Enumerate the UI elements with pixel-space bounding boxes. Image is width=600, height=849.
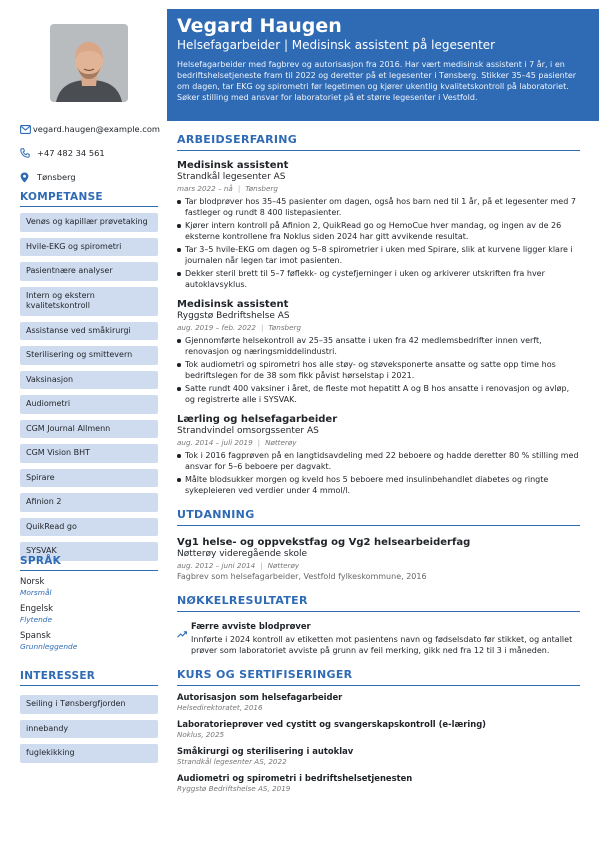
experience-section bbox=[177, 133, 580, 496]
phone-icon bbox=[20, 147, 36, 159]
skills-title: KOMPETANSE bbox=[20, 191, 158, 207]
job-location: Tønsberg bbox=[245, 184, 278, 193]
languages-title: SPRÅK bbox=[20, 555, 158, 571]
job-bullet: Dekker steril brett til 5–7 føflekk- og cystefjerninger i uken og arkiverer utskriften fra hver autoklavsyklus. bbox=[177, 268, 580, 290]
job-title: Medisinsk assistent bbox=[177, 160, 289, 171]
education-meta bbox=[177, 560, 580, 571]
job-location: Tønsberg bbox=[268, 323, 302, 332]
job-meta bbox=[177, 437, 580, 448]
result-text: Innførte i 2024 kontroll av etiketten mot pasientens navn og fødselsdato før stikket, og antallet prøver som laboratoriet avviste på grunn av feil merking, gikk ned fra 12 til 3 i måneden. bbox=[191, 635, 573, 655]
course-item bbox=[177, 692, 580, 713]
contact-phone[interactable] bbox=[20, 141, 160, 165]
interest-chip: innebandy bbox=[20, 720, 158, 739]
language-name: Engelsk bbox=[20, 604, 54, 614]
skill-chip: Pasientnære analyser bbox=[20, 262, 158, 281]
language-item bbox=[20, 577, 158, 598]
job-bullet: Kjører intern kontroll på Afinion 2, QuikRead go og HemoCue hver mandag, og ingen av de 26 eksterne kontrollene fra Noklus siden 2024 har gitt avvikende resultat. bbox=[177, 220, 580, 242]
skill-chip: Hvile-EKG og spirometri bbox=[20, 238, 158, 257]
job-bullets bbox=[177, 196, 580, 290]
education-school: Nøtterøy videregående skole bbox=[177, 549, 308, 559]
location-text: Tønsberg bbox=[37, 172, 76, 182]
job-bullets bbox=[177, 450, 580, 496]
job-bullet: Tok i 2016 fagprøven på en langtidsavdeling med 22 beboere og hadde deretter 80 % stilling med ansvar for 5–6 beboere per dagvakt. bbox=[177, 450, 580, 472]
job-bullet: Tok audiometri og spirometri hos alle støy- og støveksponerte ansatte og satte opp time hos bedriftslegen for de 38 som fikk påvist hørselstap i 2021. bbox=[177, 359, 580, 381]
job-meta bbox=[177, 322, 580, 333]
result-item bbox=[177, 621, 580, 656]
course-title: Småkirurgi og sterilisering i autoklav bbox=[177, 746, 354, 756]
language-level: Morsmål bbox=[20, 588, 52, 597]
location-pin-icon bbox=[20, 171, 36, 183]
skill-chip: Vaksinasjon bbox=[20, 371, 158, 390]
course-item bbox=[177, 719, 580, 740]
job-bullet: Målte blodsukker morgen og kveld hos 5 beboere med insulinbehandlet diabetes og ringte sykepleieren ved verdier under 4 mmol/l. bbox=[177, 474, 580, 496]
meta-separator: | bbox=[257, 438, 261, 447]
trend-up-icon bbox=[177, 623, 187, 642]
education-location: Nøtterøy bbox=[267, 561, 300, 570]
email-text: vegard.haugen@example.com bbox=[32, 124, 160, 134]
course-meta: Ryggstø Bedriftshelse AS, 2019 bbox=[177, 784, 291, 793]
interests-title: INTERESSER bbox=[20, 670, 158, 686]
phone-text: +47 482 34 561 bbox=[37, 148, 105, 158]
job-period: aug. 2019 – feb. 2022 bbox=[177, 323, 256, 332]
job-title: Medisinsk assistent bbox=[177, 299, 289, 310]
job-bullet: Gjennomførte helsekontroll av 25–35 ansatte i uken fra 42 medlemsbedrifter innen verft, renovasjon og næringsmiddelindustri. bbox=[177, 335, 580, 357]
job-entry bbox=[177, 413, 580, 496]
results-section bbox=[177, 594, 580, 656]
courses-title: KURS OG SERTIFISERINGER bbox=[177, 668, 580, 686]
interest-chip: Seiling i Tønsbergfjorden bbox=[20, 695, 158, 714]
headline: Helsefagarbeider | Medisinsk assistent på legesenter bbox=[177, 38, 496, 52]
experience-title: ARBEIDSERFARING bbox=[177, 133, 580, 151]
avatar bbox=[50, 24, 128, 102]
results-title: NØKKELRESULTATER bbox=[177, 594, 580, 612]
skill-chip: QuikRead go bbox=[20, 518, 158, 537]
profile-photo bbox=[50, 24, 128, 102]
language-item bbox=[20, 604, 158, 625]
spacer bbox=[177, 496, 580, 508]
skill-chip: Sterilisering og smittevern bbox=[20, 346, 158, 365]
language-name: Norsk bbox=[20, 577, 45, 587]
skill-chip: Venøs og kapillær prøvetaking bbox=[20, 213, 158, 232]
sidebar bbox=[0, 0, 167, 849]
skill-chip: Assistanse ved småkirurgi bbox=[20, 322, 158, 341]
person-name: Vegard Haugen bbox=[177, 15, 342, 37]
job-entry bbox=[177, 159, 580, 290]
main-content bbox=[177, 133, 580, 794]
education-note: Fagbrev som helsefagarbeider, Vestfold fylkeskommune, 2016 bbox=[177, 572, 427, 581]
skill-chip: CGM Vision BHT bbox=[20, 444, 158, 463]
contact-email[interactable] bbox=[20, 117, 160, 141]
interest-chip: fuglekikking bbox=[20, 744, 158, 763]
course-meta: Helsedirektoratet, 2016 bbox=[177, 703, 263, 712]
course-item bbox=[177, 746, 580, 767]
spacer bbox=[177, 656, 580, 668]
meta-separator: | bbox=[260, 323, 264, 332]
education-entry bbox=[177, 536, 580, 582]
course-meta: Noklus, 2025 bbox=[177, 730, 225, 739]
course-item bbox=[177, 773, 580, 794]
summary: Helsefagarbeider med fagbrev og autorisasjon fra 2016. Har vært medisinsk assistent i 7 år, i en bedriftshelsetjeneste fram til 2022 og deretter på et legesenter i Tønsberg. Stikker 35–45 pasienter om dagen, tar EKG og spirometri før legetimen og kjører ukentlig kvalitetskontroll på laboratoriet. Søker stilling med ansvar for laboratoriet på et større legesenter i Vestfold. bbox=[177, 60, 577, 102]
job-bullet: Tar blodprøver hos 35–45 pasienter om dagen, også hos barn ned til 1 år, på et legesenter med 7 fastleger og rundt 8 400 listepasienter. bbox=[177, 196, 580, 218]
skill-chip: Audiometri bbox=[20, 395, 158, 414]
language-level: Flytende bbox=[20, 615, 53, 624]
education-title-text: Vg1 helse- og oppvekstfag og Vg2 helsearbeiderfag bbox=[177, 537, 471, 548]
spacer bbox=[177, 582, 580, 594]
contact-location bbox=[20, 165, 160, 189]
skills-section bbox=[20, 191, 158, 561]
languages-section bbox=[20, 555, 158, 652]
language-item bbox=[20, 631, 158, 652]
course-meta: Strandkål legesenter AS, 2022 bbox=[177, 757, 287, 766]
mail-icon bbox=[20, 123, 32, 135]
education-section bbox=[177, 508, 580, 582]
skill-chip: Intern og ekstern kvalitetskontroll bbox=[20, 287, 158, 316]
education-period: aug. 2012 – juni 2014 bbox=[177, 561, 256, 570]
job-entry bbox=[177, 298, 580, 405]
skill-chip: CGM Journal Allmenn bbox=[20, 420, 158, 439]
course-title: Laboratorieprøver ved cystitt og svangerskapskontroll (e-læring) bbox=[177, 719, 487, 729]
job-meta bbox=[177, 183, 580, 194]
meta-separator: | bbox=[237, 184, 241, 193]
course-title: Autorisasjon som helsefagarbeider bbox=[177, 692, 343, 702]
meta-separator: | bbox=[260, 561, 263, 570]
job-company: Ryggstø Bedriftshelse AS bbox=[177, 311, 290, 321]
job-company: Strandvindel omsorgssenter AS bbox=[177, 426, 319, 436]
job-period: mars 2022 – nå bbox=[177, 184, 233, 193]
job-company: Strandkål legesenter AS bbox=[177, 172, 286, 182]
contact-list bbox=[20, 117, 160, 189]
job-bullet: Satte rundt 400 vaksiner i året, de fleste mot hepatitt A og B hos ansatte i renovasjon og avløp, og registrerte alle i SYSVAK. bbox=[177, 383, 580, 405]
skill-chip: Afinion 2 bbox=[20, 493, 158, 512]
skill-chip: SYSVAK bbox=[20, 542, 158, 561]
language-level: Grunnleggende bbox=[20, 642, 78, 651]
interests-section bbox=[20, 670, 158, 763]
language-name: Spansk bbox=[20, 631, 51, 641]
skill-chip: Spirare bbox=[20, 469, 158, 488]
job-title: Lærling og helsefagarbeider bbox=[177, 414, 338, 425]
course-title: Audiometri og spirometri i bedriftshelsetjenesten bbox=[177, 773, 413, 783]
result-title: Færre avviste blodprøver bbox=[191, 621, 311, 631]
job-bullets bbox=[177, 335, 580, 405]
job-period: aug. 2014 – juli 2019 bbox=[177, 438, 253, 447]
education-title: UTDANNING bbox=[177, 508, 580, 526]
job-bullet: Tar 3–5 hvile-EKG om dagen og 5–8 spirometrier i uken med Spirare, slik at kurvene ligger klare i journalen når legen tar imot pasienten. bbox=[177, 244, 580, 266]
courses-section bbox=[177, 668, 580, 794]
job-location: Nøtterøy bbox=[265, 438, 297, 447]
header-banner bbox=[167, 9, 599, 121]
